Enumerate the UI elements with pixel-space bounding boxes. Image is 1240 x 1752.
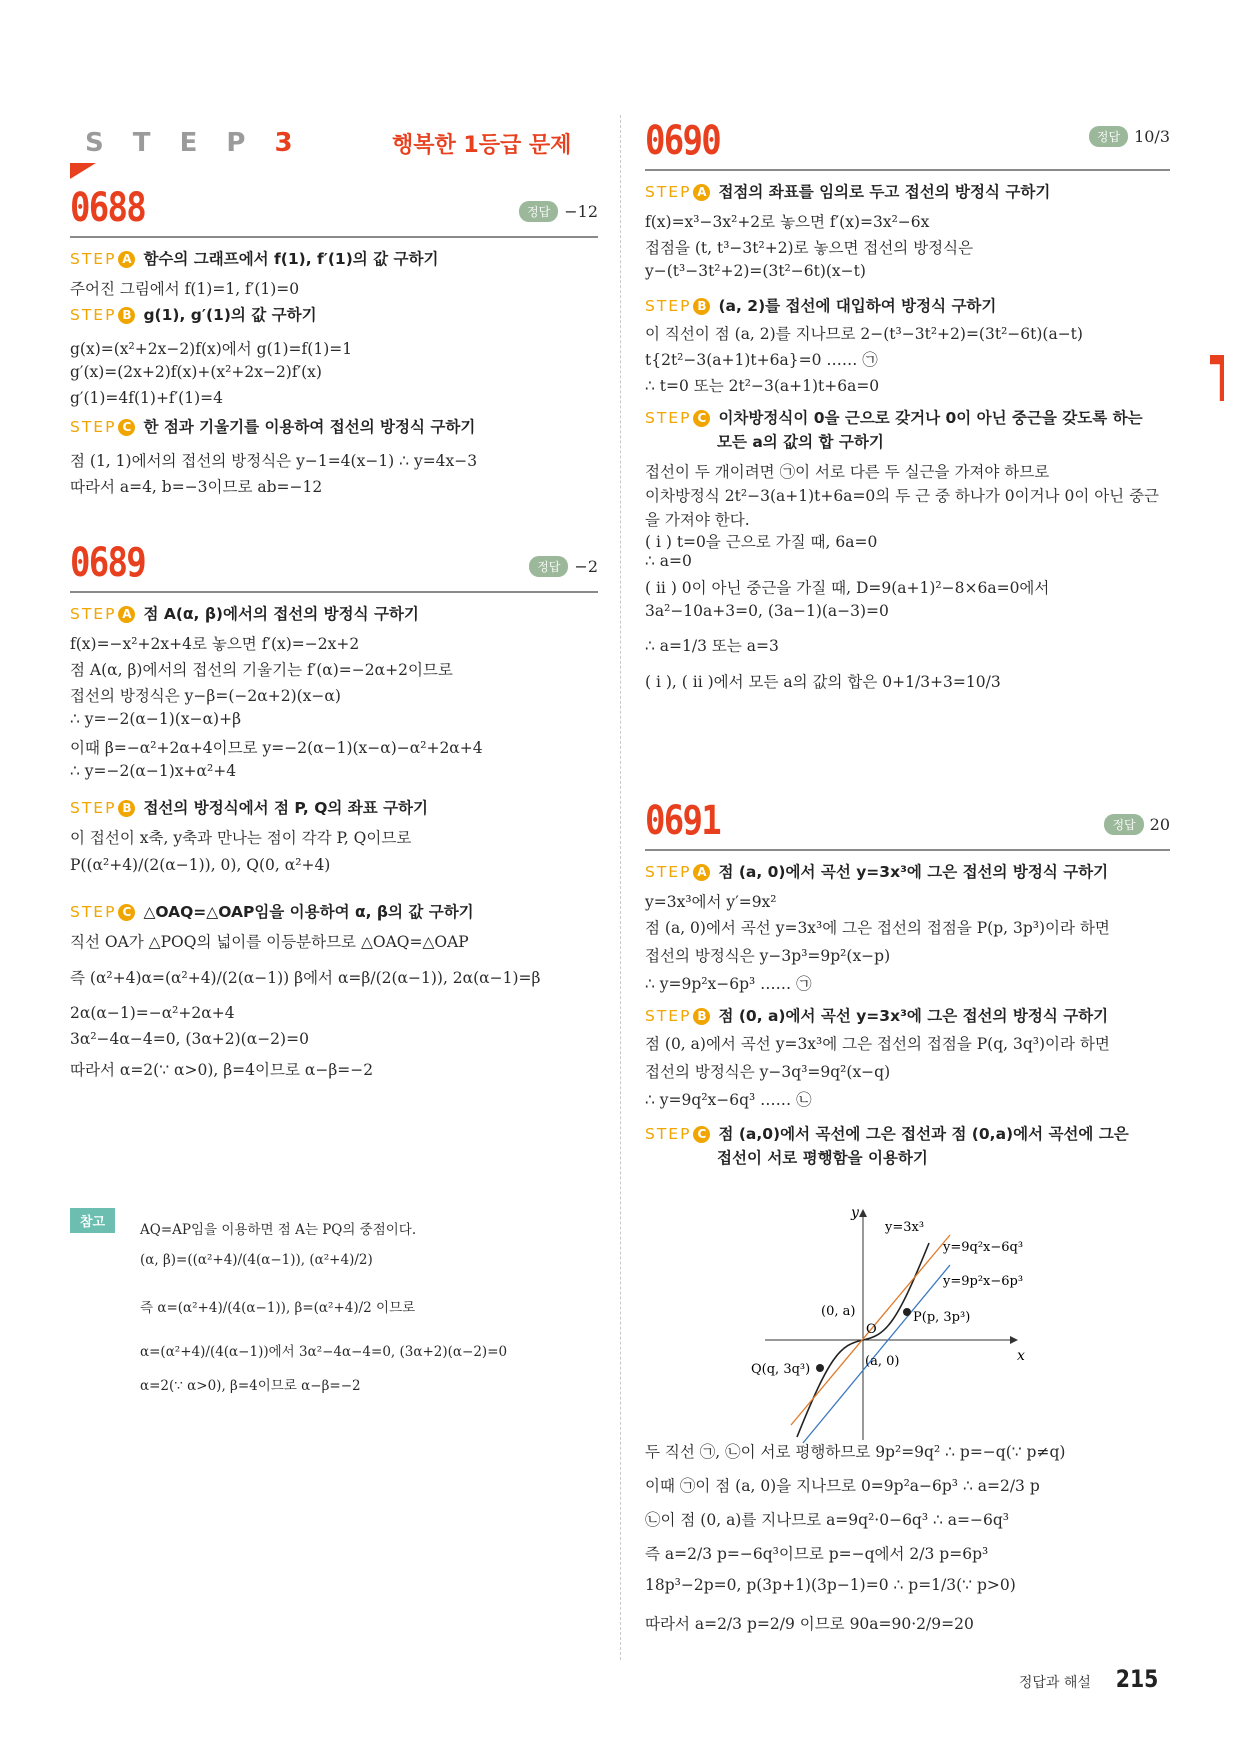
answer-box [519, 201, 598, 222]
origin-label: O [866, 1322, 877, 1337]
step-letter-icon: C [693, 410, 710, 427]
problem-0689 [70, 540, 598, 1540]
note-line: (α, β)=((α²+4)/(4(α−1)), (α²+4)/2) [140, 1252, 373, 1268]
step-label: △OAQ=△OAP임을 이용하여 α, β의 값 구하기 [143, 903, 474, 921]
step-tag: STEP [645, 1125, 692, 1143]
solution-line: 접선의 방정식은 y−β=(−2α+2)(x−α) [70, 687, 341, 705]
solution-line: 점 (0, a)에서 곡선 y=3x³에 그은 접선의 접점을 P(q, 3q³)이라 하면 [645, 1035, 1110, 1053]
problem-number: 0689 [70, 540, 146, 586]
step-letter-icon: B [693, 1008, 710, 1025]
step-tag: STEP [645, 297, 692, 315]
step-heading [645, 860, 1108, 882]
solution-line: 두 직선 ㉠, ㉡이 서로 평행하므로 9p²=9q² ∴ p=−q(∵ p≠q) [645, 1443, 1066, 1461]
y-axis-arrow-icon [859, 1209, 867, 1217]
solution-line: 점 A(α, β)에서의 접선의 기울기는 f′(α)=−2α+2이므로 [70, 661, 453, 679]
solution-line: 이 직선이 점 (a, 2)를 지나므로 2−(t³−3t²+2)=(3t²−6t)(a−t) [645, 325, 1083, 343]
problem-0690 [645, 118, 1170, 758]
step-label: 함수의 그래프에서 f(1), f′(1)의 값 구하기 [143, 250, 439, 268]
step-heading [645, 180, 1050, 202]
solution-line: ∴ y=9q²x−6q³ …… ㉡ [645, 1091, 812, 1109]
step-label: 이차방정식이 0을 근으로 갖거나 0이 아닌 중근을 갖도록 하는 [718, 409, 1143, 427]
solution-line: ( i ) t=0을 근으로 가질 때, 6a=0 [645, 533, 878, 551]
section-title: 행복한 1등급 문제 [392, 133, 572, 158]
step-heading [645, 406, 1143, 428]
solution-line: 접선의 방정식은 y−3q³=9q²(x−q) [645, 1063, 891, 1081]
solution-line: 2α(α−1)=−α²+2α+4 [70, 1004, 235, 1022]
point-p [903, 1308, 911, 1316]
answer-badge: 정답 [519, 201, 558, 222]
step-tag: STEP [645, 1007, 692, 1025]
step-tag: STEP [645, 863, 692, 881]
answer-box [1089, 126, 1170, 147]
solution-line: ∴ y=9p²x−6p³ …… ㉠ [645, 975, 812, 993]
step-letter-icon: C [118, 419, 135, 436]
step-heading [70, 415, 475, 437]
step-label: S T E P [85, 128, 256, 158]
solution-line: g′(1)=4f(1)+f′(1)=4 [70, 389, 223, 407]
point-q [816, 1364, 824, 1372]
point-0a-label: (0, a) [821, 1304, 856, 1319]
note-line: α=(α²+4)/(4(α−1))에서 3α²−4α−4=0, (3α+2)(α−2)=0 [140, 1344, 508, 1360]
solution-line: 직선 OA가 △POQ의 넓이를 이등분하므로 △OAQ=△OAP [70, 933, 469, 951]
answer-box [1104, 814, 1170, 835]
problem-rule [645, 849, 1170, 851]
solution-line: 이때 β=−α²+2α+4이므로 y=−2(α−1)(x−α)−α²+2α+4 [70, 739, 483, 757]
problem-rule [70, 236, 598, 238]
step-letter-icon: B [118, 307, 135, 324]
solution-line: 을 가져야 한다. [645, 511, 750, 529]
step-label: 점 (a,0)에서 곡선에 그은 접선과 점 (0,a)에서 곡선에 그은 [718, 1125, 1129, 1143]
side-tab-marker [1210, 355, 1224, 401]
solution-line: g′(x)=(2x+2)f(x)+(x²+2x−2)f′(x) [70, 363, 322, 381]
step-letter-icon: B [693, 298, 710, 315]
solution-line: y=3x³에서 y′=9x² [645, 893, 777, 911]
problem-rule [70, 591, 598, 593]
answer-value: 10/3 [1134, 127, 1170, 146]
line-p-label: y=9p²x−6p³ [943, 1274, 1024, 1289]
problem-number: 0691 [645, 798, 721, 844]
step-heading [645, 1004, 1108, 1026]
solution-line: 접선이 두 개이려면 ㉠이 서로 다른 두 실근을 가져야 하므로 [645, 463, 1050, 481]
problem-rule [645, 169, 1170, 171]
solution-line: ∴ y=−2(α−1)(x−α)+β [70, 710, 242, 728]
x-axis-label: x [1017, 1348, 1025, 1364]
solution-line: 따라서 a=4, b=−3이므로 ab=−12 [70, 478, 323, 496]
solution-line: ( ii ) 0이 아닌 중근을 가질 때, D=9(a+1)²−8×6a=0에서 [645, 579, 1050, 597]
curve-label: y=3x³ [885, 1220, 925, 1235]
solution-line: g(x)=(x²+2x−2)f(x)에서 g(1)=f(1)=1 [70, 340, 353, 358]
step-tag: STEP [70, 903, 117, 921]
x-axis-arrow-icon [1010, 1336, 1018, 1344]
solution-line: ∴ a=1/3 또는 a=3 [645, 637, 779, 655]
solution-line: 따라서 a=2/3 p=2/9 이므로 90a=90·2/9=20 [645, 1615, 974, 1633]
page-footer [1019, 1665, 1162, 1693]
step-tag: STEP [70, 250, 117, 268]
step-label: 한 점과 기울기를 이용하여 접선의 방정식 구하기 [143, 418, 476, 436]
solution-line: P((α²+4)/(2(α−1)), 0), Q(0, α²+4) [70, 856, 331, 874]
answer-value: −12 [564, 202, 598, 221]
answer-value: 20 [1149, 815, 1170, 834]
step-label: (a, 2)를 접선에 대입하여 방정식 구하기 [718, 297, 997, 315]
line-q-label: y=9q²x−6q³ [943, 1240, 1024, 1255]
solution-line: f(x)=x³−3x²+2로 놓으면 f′(x)=3x²−6x [645, 213, 930, 231]
solution-line: 접선의 방정식은 y−3p³=9p²(x−p) [645, 947, 891, 965]
footer-label: 정답과 해설 [1018, 1675, 1091, 1691]
step-number: 3 [274, 128, 303, 158]
note-line: AQ=AP임을 이용하면 점 A는 PQ의 중점이다. [140, 1222, 417, 1238]
answer-badge: 정답 [1089, 126, 1128, 147]
solution-line: 이차방정식 2t²−3(a+1)t+6a=0의 두 근 중 하나가 0이거나 0이 아닌 중근 [645, 487, 1160, 505]
page-number: 215 [1115, 1665, 1159, 1693]
answer-badge: 정답 [1104, 814, 1143, 835]
step-letter-icon: C [693, 1126, 710, 1143]
step-label: 점 (a, 0)에서 곡선 y=3x³에 그은 접선의 방정식 구하기 [718, 863, 1109, 881]
note-line: 즉 α=(α²+4)/(4(α−1)), β=(α²+4)/2 이므로 [140, 1300, 416, 1316]
solution-line: 3α²−4α−4=0, (3α+2)(α−2)=0 [70, 1030, 309, 1048]
step-letter-icon: A [693, 864, 710, 881]
step-heading [70, 900, 474, 922]
solution-line: 이 접선이 x축, y축과 만나는 점이 각각 P, Q이므로 [70, 829, 412, 847]
tangent-graph [745, 1205, 1045, 1445]
solution-line: 접선이 서로 평행함을 이용하기 [717, 1149, 928, 1167]
step-letter-icon: A [118, 606, 135, 623]
solution-line: ∴ t=0 또는 2t²−3(a+1)t+6a=0 [645, 377, 880, 395]
step-label: g(1), g′(1)의 값 구하기 [143, 306, 317, 324]
solution-line: 모든 a의 값의 합 구하기 [717, 433, 884, 451]
step-letter-icon: B [118, 800, 135, 817]
y-axis-label: y [851, 1205, 859, 1221]
point-p-label: P(p, 3p³) [913, 1310, 971, 1325]
column-divider [620, 115, 621, 1660]
step-tag: STEP [70, 418, 117, 436]
point-a0-label: (a, 0) [865, 1354, 900, 1369]
step-header [85, 128, 303, 158]
step-heading [645, 1122, 1129, 1144]
step-label: 점 A(α, β)에서의 접선의 방정식 구하기 [143, 605, 419, 623]
step-tag: STEP [70, 799, 117, 817]
solution-line: 즉 (α²+4)α=(α²+4)/(2(α−1)) β에서 α=β/(2(α−1)), 2α(α−1)=β [70, 969, 541, 987]
solution-line: 3a²−10a+3=0, (3a−1)(a−3)=0 [645, 602, 889, 620]
solution-line: 따라서 α=2(∵ α>0), β=4이므로 α−β=−2 [70, 1061, 374, 1079]
answer-value: −2 [574, 557, 598, 576]
step-tag: STEP [70, 605, 117, 623]
step-label: 점 (0, a)에서 곡선 y=3x³에 그은 접선의 방정식 구하기 [718, 1007, 1109, 1025]
step-label: 접선의 방정식에서 점 P, Q의 좌표 구하기 [143, 799, 429, 817]
problem-number: 0690 [645, 118, 721, 164]
solution-line: ( i ), ( ii )에서 모든 a의 값의 합은 0+1/3+3=10/3 [645, 673, 1001, 691]
note-line: α=2(∵ α>0), β=4이므로 α−β=−2 [140, 1378, 361, 1394]
step-tag: STEP [645, 409, 692, 427]
step-heading [70, 796, 428, 818]
point-q-label: Q(q, 3q³) [751, 1362, 811, 1377]
solution-line: 주어진 그림에서 f(1)=1, f′(1)=0 [70, 280, 300, 298]
step-letter-icon: C [118, 904, 135, 921]
step-heading [70, 247, 438, 269]
answer-badge: 정답 [529, 556, 568, 577]
step-heading [70, 602, 419, 624]
step-heading [70, 303, 317, 325]
step-label: 접점의 좌표를 임의로 두고 접선의 방정식 구하기 [718, 183, 1051, 201]
answer-box [529, 556, 598, 577]
problem-0688 [70, 185, 598, 505]
solution-line: 이때 ㉠이 점 (a, 0)을 지나므로 0=9p²a−6p³ ∴ a=2/3 p [645, 1477, 1040, 1495]
corner-triangle-icon [70, 163, 96, 179]
step-tag: STEP [70, 306, 117, 324]
solution-line: f(x)=−x²+2x+4로 놓으면 f′(x)=−2x+2 [70, 635, 360, 653]
step-tag: STEP [645, 183, 692, 201]
solution-line: 18p³−2p=0, p(3p+1)(3p−1)=0 ∴ p=1/3(∵ p>0) [645, 1576, 1016, 1594]
problem-number: 0688 [70, 185, 146, 231]
step-letter-icon: A [118, 251, 135, 268]
solution-line: t{2t²−3(a+1)t+6a}=0 …… ㉠ [645, 351, 878, 369]
solution-line: ∴ y=−2(α−1)x+α²+4 [70, 762, 237, 780]
solution-line: y−(t³−3t²+2)=(3t²−6t)(x−t) [645, 262, 866, 280]
solution-line: 점 (a, 0)에서 곡선 y=3x³에 그은 접선의 접점을 P(p, 3p³)이라 하면 [645, 919, 1110, 937]
step-letter-icon: A [693, 184, 710, 201]
solution-line: ∴ a=0 [645, 552, 692, 570]
note-badge: 참고 [70, 1208, 115, 1233]
solution-line: 점 (1, 1)에서의 접선의 방정식은 y−1=4(x−1) ∴ y=4x−3 [70, 452, 478, 470]
step-heading [645, 294, 996, 316]
solution-line: ㉡이 점 (0, a)를 지나므로 a=9q²·0−6q³ ∴ a=−6q³ [645, 1511, 1009, 1529]
solution-line: 즉 a=2/3 p=−6q³이므로 p=−q에서 2/3 p=6p³ [645, 1545, 989, 1563]
solution-line: 접점을 (t, t³−3t²+2)로 놓으면 접선의 방정식은 [645, 239, 974, 257]
